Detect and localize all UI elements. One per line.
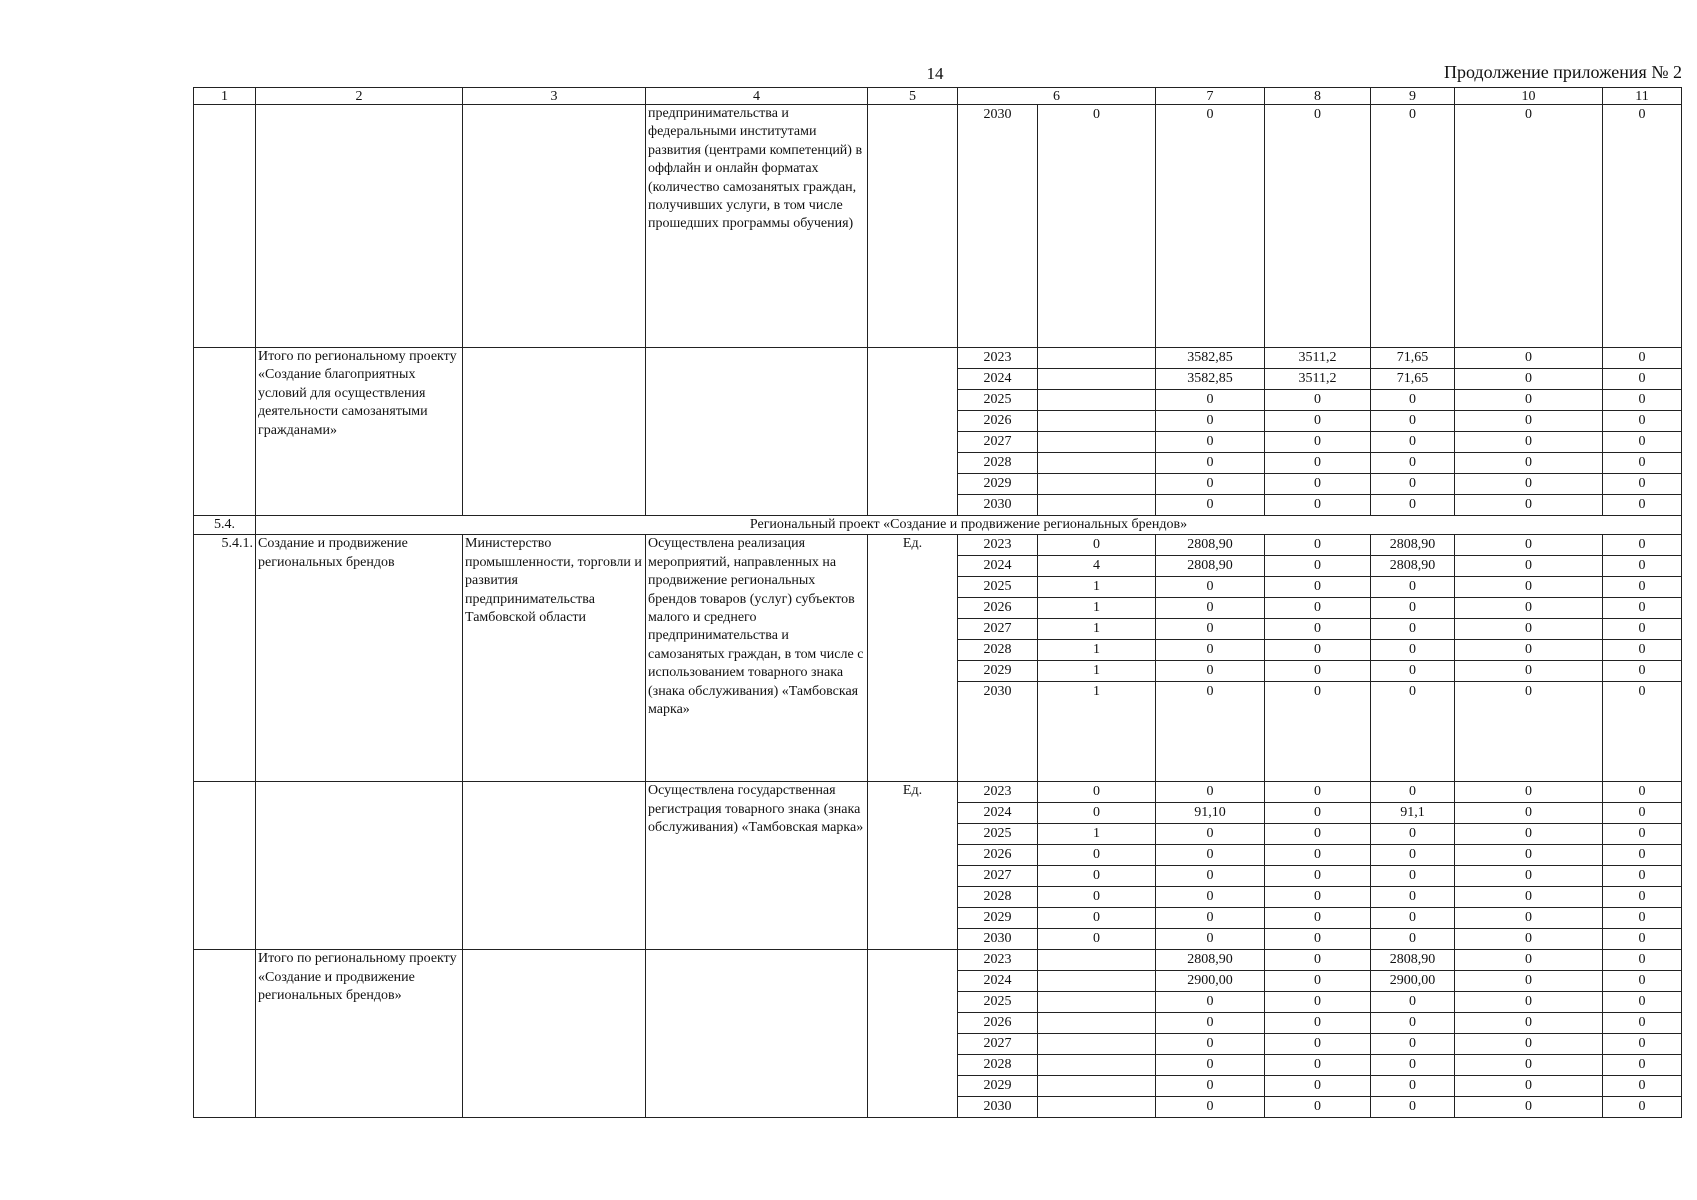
- indicator-cell: Осуществлена государственная регистрация товарного знака (знака обслуживания) «Тамбовская марка»: [646, 782, 868, 950]
- value-cell: 71,65: [1371, 348, 1455, 369]
- value-cell: 0: [1156, 577, 1265, 598]
- year-cell: 2026: [958, 1013, 1038, 1034]
- year-cell: 2025: [958, 577, 1038, 598]
- value-cell: 0: [1603, 640, 1682, 661]
- column-number: 3: [463, 88, 646, 105]
- value-cell: 0: [1156, 682, 1265, 782]
- value-cell: 0: [1371, 432, 1455, 453]
- indicator-cell: Осуществлена реализация мероприятий, направленных на продвижение региональных брендов товаров (услуг) субъектов малого и среднего предпринимательства и самозанятых граждан, в том числе с использованием товарного знака (знака обслуживания) «Тамбовская марка»: [646, 535, 868, 782]
- value-cell: 0: [1265, 598, 1371, 619]
- value-cell: 0: [1156, 782, 1265, 803]
- value-cell: 0: [1038, 866, 1156, 887]
- value-cell: 2808,90: [1156, 535, 1265, 556]
- value-cell: 0: [1455, 782, 1603, 803]
- value-cell: 0: [1603, 535, 1682, 556]
- value-cell: 0: [1156, 390, 1265, 411]
- column-number: 9: [1371, 88, 1455, 105]
- value-cell: 0: [1265, 971, 1371, 992]
- value-cell: 0: [1455, 619, 1603, 640]
- value-cell: 0: [1455, 474, 1603, 495]
- table-row: предпринимательства и федеральными институтами развития (центрами компетенций) в оффлайн и онлайн форматах (количество самозанятых граждан, получивших услуги, в том числе прошедших программы обучения) 2030 0 0 0 0 0 0: [194, 105, 1682, 348]
- value-cell: 0: [1371, 495, 1455, 516]
- value-cell: 0: [1455, 950, 1603, 971]
- value-cell: 0: [1371, 824, 1455, 845]
- value-cell: 0: [1265, 845, 1371, 866]
- value-cell: [1038, 474, 1156, 495]
- value-cell: 2900,00: [1371, 971, 1455, 992]
- value-cell: 0: [1455, 432, 1603, 453]
- year-cell: 2029: [958, 908, 1038, 929]
- value-cell: 0: [1455, 866, 1603, 887]
- value-cell: 0: [1603, 1055, 1682, 1076]
- year-cell: 2024: [958, 803, 1038, 824]
- value-cell: 0: [1455, 887, 1603, 908]
- value-cell: 0: [1156, 929, 1265, 950]
- value-cell: 91,10: [1156, 803, 1265, 824]
- value-cell: 0: [1455, 908, 1603, 929]
- total-label: Итого по региональному проекту «Создание благоприятных условий для осуществления деятельности самозанятыми гражданами»: [256, 348, 463, 516]
- value-cell: [1038, 1055, 1156, 1076]
- value-cell: 3582,85: [1156, 348, 1265, 369]
- value-cell: 0: [1455, 495, 1603, 516]
- value-cell: 0: [1038, 929, 1156, 950]
- value-cell: 0: [1156, 432, 1265, 453]
- value-cell: 2808,90: [1371, 556, 1455, 577]
- value-cell: 0: [1265, 1034, 1371, 1055]
- value-cell: 1: [1038, 661, 1156, 682]
- year-cell: 2030: [958, 105, 1038, 348]
- value-cell: 0: [1371, 887, 1455, 908]
- value-cell: 0: [1603, 950, 1682, 971]
- year-cell: 2025: [958, 390, 1038, 411]
- value-cell: 0: [1455, 682, 1603, 782]
- value-cell: 0: [1371, 453, 1455, 474]
- value-cell: 0: [1265, 495, 1371, 516]
- value-cell: 4: [1038, 556, 1156, 577]
- year-cell: 2028: [958, 1055, 1038, 1076]
- year-cell: 2028: [958, 640, 1038, 661]
- year-cell: 2023: [958, 782, 1038, 803]
- value-cell: 91,1: [1371, 803, 1455, 824]
- total-project-53: [194, 348, 1682, 516]
- value-cell: 0: [1603, 845, 1682, 866]
- value-cell: 0: [1156, 453, 1265, 474]
- value-cell: 0: [1455, 577, 1603, 598]
- value-cell: 0: [1371, 908, 1455, 929]
- appendix-continuation: Продолжение приложения № 2: [1443, 62, 1682, 82]
- year-cell: 2024: [958, 556, 1038, 577]
- value-cell: 0: [1603, 1013, 1682, 1034]
- year-cell: 2025: [958, 824, 1038, 845]
- value-cell: 0: [1265, 640, 1371, 661]
- value-cell: 0: [1156, 992, 1265, 1013]
- value-cell: 0: [1371, 1013, 1455, 1034]
- value-cell: 0: [1265, 1076, 1371, 1097]
- year-cell: 2030: [958, 1097, 1038, 1118]
- column-number: 6: [958, 88, 1156, 105]
- value-cell: 0: [1156, 474, 1265, 495]
- value-cell: 3511,2: [1265, 369, 1371, 390]
- year-cell: 2026: [958, 598, 1038, 619]
- value-cell: 0: [1371, 661, 1455, 682]
- value-cell: 0: [1371, 866, 1455, 887]
- value-cell: 0: [1038, 782, 1156, 803]
- value-cell: 0: [1265, 803, 1371, 824]
- year-cell: 2024: [958, 971, 1038, 992]
- year-cell: 2029: [958, 474, 1038, 495]
- value-cell: 0: [1265, 432, 1371, 453]
- unit-cell: Ед.: [868, 782, 958, 950]
- value-cell: 1: [1038, 598, 1156, 619]
- value-cell: 2900,00: [1156, 971, 1265, 992]
- value-cell: 0: [1156, 887, 1265, 908]
- value-cell: 0: [1603, 453, 1682, 474]
- value-cell: 0: [1455, 598, 1603, 619]
- value-cell: 0: [1455, 369, 1603, 390]
- column-number: 10: [1455, 88, 1603, 105]
- value-cell: 0: [1156, 598, 1265, 619]
- value-cell: 0: [1455, 390, 1603, 411]
- value-cell: 0: [1603, 661, 1682, 682]
- item-name: Создание и продвижение региональных брендов: [256, 535, 463, 782]
- value-cell: [1038, 1013, 1156, 1034]
- value-cell: 0: [1265, 453, 1371, 474]
- value-cell: 0: [1455, 992, 1603, 1013]
- value-cell: 0: [1603, 598, 1682, 619]
- year-cell: 2024: [958, 369, 1038, 390]
- value-cell: 1: [1038, 824, 1156, 845]
- value-cell: 0: [1038, 887, 1156, 908]
- column-number: 4: [646, 88, 868, 105]
- value-cell: 0: [1371, 619, 1455, 640]
- value-cell: 2808,90: [1156, 950, 1265, 971]
- year-cell: 2027: [958, 619, 1038, 640]
- value-cell: 0: [1038, 845, 1156, 866]
- value-cell: 0: [1603, 824, 1682, 845]
- value-cell: 0: [1265, 950, 1371, 971]
- year-cell: 2030: [958, 495, 1038, 516]
- value-cell: [1038, 348, 1156, 369]
- value-cell: 0: [1455, 1097, 1603, 1118]
- value-cell: 0: [1265, 782, 1371, 803]
- value-cell: 0: [1455, 971, 1603, 992]
- value-cell: 0: [1603, 474, 1682, 495]
- value-cell: 71,65: [1371, 369, 1455, 390]
- value-cell: 1: [1038, 682, 1156, 782]
- value-cell: 0: [1455, 411, 1603, 432]
- value-cell: 0: [1455, 824, 1603, 845]
- value-cell: 0: [1603, 390, 1682, 411]
- value-cell: 0: [1371, 577, 1455, 598]
- page-number: 14: [926, 64, 944, 83]
- budget-table: [193, 87, 1682, 1118]
- value-cell: 0: [1455, 1076, 1603, 1097]
- value-cell: 0: [1603, 782, 1682, 803]
- value-cell: 0: [1265, 824, 1371, 845]
- column-number: 2: [256, 88, 463, 105]
- table-row: [194, 950, 1682, 971]
- indicator-cell: предпринимательства и федеральными институтами развития (центрами компетенций) в оффлайн и онлайн форматах (количество самозанятых граждан, получивших услуги, в том числе прошедших программы обучения): [646, 105, 868, 348]
- value-cell: 0: [1455, 929, 1603, 950]
- value-cell: 0: [1603, 556, 1682, 577]
- value-cell: 0: [1156, 845, 1265, 866]
- value-cell: 0: [1156, 411, 1265, 432]
- value-cell: 0: [1265, 411, 1371, 432]
- value-cell: 0: [1265, 929, 1371, 950]
- value-cell: 0: [1455, 535, 1603, 556]
- table-row: [194, 782, 1682, 803]
- unit-cell: Ед.: [868, 535, 958, 782]
- value-cell: 0: [1265, 577, 1371, 598]
- value-cell: 0: [1371, 411, 1455, 432]
- value-cell: 0: [1371, 1076, 1455, 1097]
- value-cell: [1038, 495, 1156, 516]
- value-cell: 0: [1455, 661, 1603, 682]
- year-cell: 2028: [958, 887, 1038, 908]
- value-cell: 0: [1603, 348, 1682, 369]
- value-cell: 0: [1156, 1097, 1265, 1118]
- value-cell: 0: [1603, 1097, 1682, 1118]
- value-cell: 2808,90: [1156, 556, 1265, 577]
- value-cell: 0: [1455, 640, 1603, 661]
- value-cell: 0: [1371, 929, 1455, 950]
- value-cell: 0: [1265, 1097, 1371, 1118]
- value-cell: 0: [1265, 1013, 1371, 1034]
- column-number: 1: [194, 88, 256, 105]
- value-cell: [1038, 1034, 1156, 1055]
- year-cell: 2029: [958, 661, 1038, 682]
- value-cell: 0: [1603, 577, 1682, 598]
- year-cell: 2027: [958, 432, 1038, 453]
- value-cell: 0: [1603, 1076, 1682, 1097]
- value-cell: 0: [1156, 866, 1265, 887]
- table-row: [194, 535, 1682, 556]
- value-cell: 0: [1156, 824, 1265, 845]
- value-cell: [1038, 971, 1156, 992]
- value-cell: 0: [1038, 803, 1156, 824]
- value-cell: 0: [1265, 535, 1371, 556]
- value-cell: 0: [1603, 866, 1682, 887]
- value-cell: 0: [1371, 845, 1455, 866]
- value-cell: 0: [1603, 803, 1682, 824]
- value-cell: 0: [1603, 619, 1682, 640]
- value-cell: 0: [1156, 661, 1265, 682]
- value-cell: 0: [1265, 661, 1371, 682]
- value-cell: 0: [1265, 682, 1371, 782]
- value-cell: 0: [1156, 1055, 1265, 1076]
- year-cell: 2023: [958, 950, 1038, 971]
- value-cell: 0: [1265, 1055, 1371, 1076]
- value-cell: 0: [1371, 682, 1455, 782]
- value-cell: 0: [1265, 908, 1371, 929]
- value-cell: 0: [1603, 369, 1682, 390]
- value-cell: 0: [1156, 908, 1265, 929]
- value-cell: 0: [1455, 803, 1603, 824]
- value-cell: 0: [1371, 782, 1455, 803]
- year-cell: 2030: [958, 682, 1038, 782]
- value-cell: 0: [1603, 1034, 1682, 1055]
- value-cell: [1038, 1097, 1156, 1118]
- value-cell: 0: [1265, 992, 1371, 1013]
- value-cell: 0: [1455, 453, 1603, 474]
- value-cell: 0: [1156, 1076, 1265, 1097]
- value-cell: 1: [1038, 577, 1156, 598]
- value-cell: 0: [1265, 866, 1371, 887]
- total-label: Итого по региональному проекту «Создание и продвижение региональных брендов»: [256, 950, 463, 1118]
- value-cell: [1038, 453, 1156, 474]
- value-cell: [1038, 992, 1156, 1013]
- section-header-row: [194, 516, 1682, 535]
- executor-cell: Министерство промышленности, торговли и развития предпринимательства Тамбовской области: [463, 535, 646, 782]
- value-cell: 0: [1455, 348, 1603, 369]
- value-cell: [1038, 432, 1156, 453]
- year-cell: 2027: [958, 866, 1038, 887]
- year-cell: 2026: [958, 845, 1038, 866]
- value-cell: 0: [1371, 1034, 1455, 1055]
- value-cell: 0: [1603, 929, 1682, 950]
- value-cell: 0: [1371, 390, 1455, 411]
- year-cell: 2028: [958, 453, 1038, 474]
- value-cell: 0: [1455, 845, 1603, 866]
- value-cell: 0: [1265, 887, 1371, 908]
- total-project-54: [194, 950, 1682, 1118]
- item-5-4-1: [194, 535, 1682, 782]
- item-code: 5.4.1.: [194, 535, 256, 782]
- value-cell: 2808,90: [1371, 535, 1455, 556]
- value-cell: 0: [1156, 1013, 1265, 1034]
- value-cell: 0: [1265, 474, 1371, 495]
- year-cell: 2027: [958, 1034, 1038, 1055]
- year-cell: 2023: [958, 348, 1038, 369]
- value-cell: 3511,2: [1265, 348, 1371, 369]
- value-cell: 0: [1603, 971, 1682, 992]
- year-cell: 2023: [958, 535, 1038, 556]
- year-cell: 2026: [958, 411, 1038, 432]
- value-cell: 1: [1038, 619, 1156, 640]
- value-cell: 0: [1455, 1034, 1603, 1055]
- value-cell: 1: [1038, 640, 1156, 661]
- column-number-row: [194, 88, 1682, 105]
- section-title: Региональный проект «Создание и продвижение региональных брендов»: [256, 516, 1682, 535]
- value-cell: 0: [1038, 908, 1156, 929]
- value-cell: 0: [1156, 1034, 1265, 1055]
- value-cell: 0: [1371, 598, 1455, 619]
- column-number: 7: [1156, 88, 1265, 105]
- value-cell: 0: [1603, 411, 1682, 432]
- value-cell: 0: [1603, 495, 1682, 516]
- value-cell: 0: [1265, 619, 1371, 640]
- value-cell: 0: [1455, 1013, 1603, 1034]
- column-number: 8: [1265, 88, 1371, 105]
- value-cell: [1038, 411, 1156, 432]
- value-cell: 0: [1156, 619, 1265, 640]
- value-cell: [1038, 369, 1156, 390]
- value-cell: 0: [1265, 390, 1371, 411]
- value-cell: 0: [1156, 495, 1265, 516]
- year-cell: 2029: [958, 1076, 1038, 1097]
- value-cell: 0: [1156, 640, 1265, 661]
- value-cell: [1038, 1076, 1156, 1097]
- column-number: 5: [868, 88, 958, 105]
- value-cell: 0: [1371, 474, 1455, 495]
- table-row: [194, 348, 1682, 369]
- value-cell: 0: [1371, 640, 1455, 661]
- value-cell: 0: [1038, 535, 1156, 556]
- value-cell: 0: [1603, 992, 1682, 1013]
- value-cell: 0: [1455, 1055, 1603, 1076]
- value-cell: 0: [1371, 1097, 1455, 1118]
- value-cell: 0: [1603, 432, 1682, 453]
- item-5-4-1-registration: [194, 782, 1682, 950]
- value-cell: 2808,90: [1371, 950, 1455, 971]
- value-cell: [1038, 390, 1156, 411]
- value-cell: 0: [1603, 887, 1682, 908]
- value-cell: 0: [1371, 992, 1455, 1013]
- value-cell: 0: [1265, 556, 1371, 577]
- section-code: 5.4.: [194, 516, 256, 535]
- year-cell: 2030: [958, 929, 1038, 950]
- value-cell: [1038, 950, 1156, 971]
- column-number: 11: [1603, 88, 1682, 105]
- value-cell: 3582,85: [1156, 369, 1265, 390]
- value-cell: 0: [1371, 1055, 1455, 1076]
- value-cell: 0: [1603, 682, 1682, 782]
- value-cell: 0: [1455, 556, 1603, 577]
- year-cell: 2025: [958, 992, 1038, 1013]
- value-cell: 0: [1603, 908, 1682, 929]
